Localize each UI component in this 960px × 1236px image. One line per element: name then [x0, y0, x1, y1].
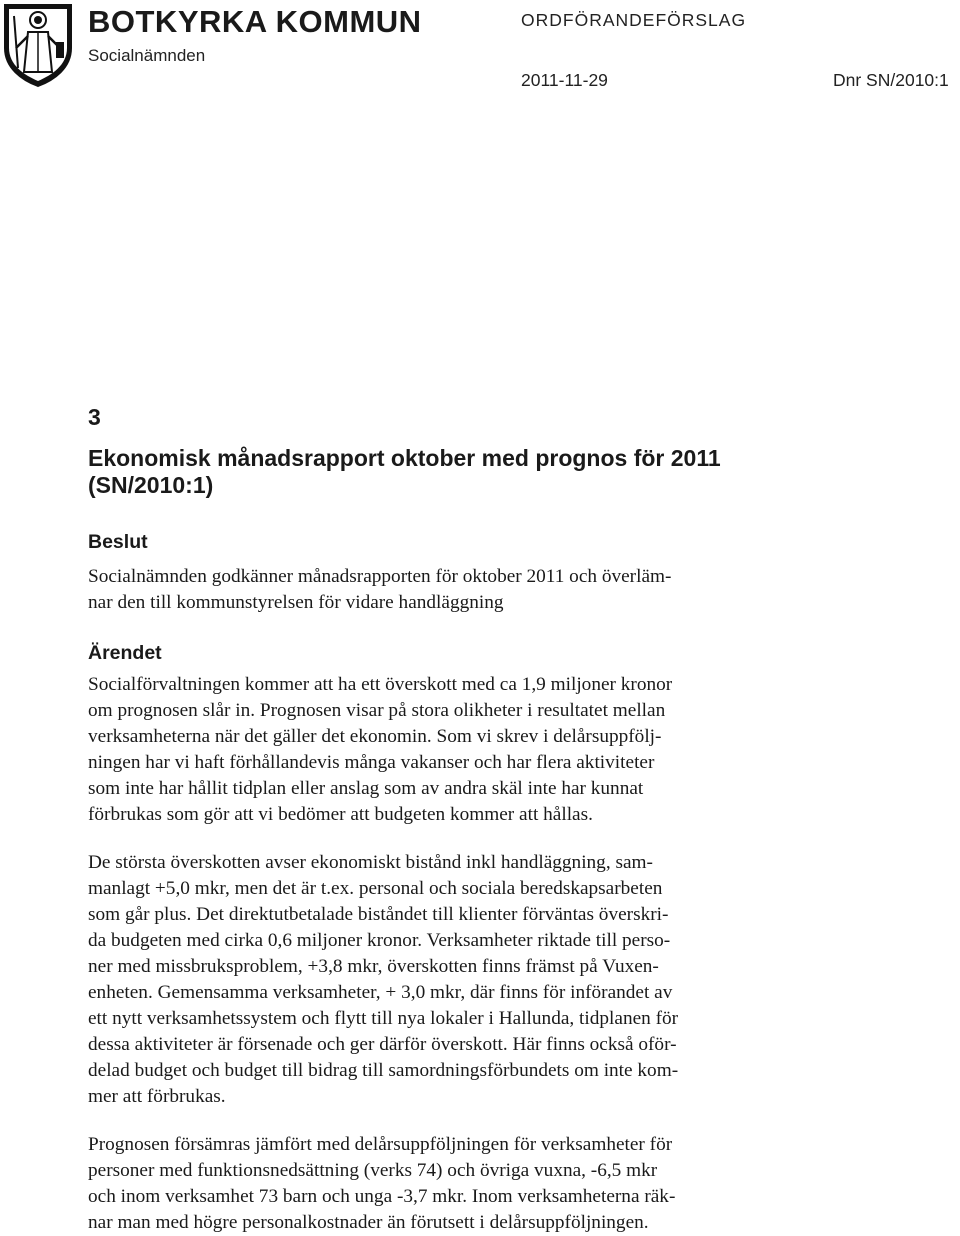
text-line: och inom verksamhet 73 barn och unga -3,7 mkr. Inom verksamheterna räk-	[88, 1186, 676, 1207]
text-line: som inte har hållit tidplan eller anslag som av andra skäl inte har kunnat	[88, 778, 644, 799]
text-line: mer att förbrukas.	[88, 1086, 226, 1107]
text-line: Socialförvaltningen kommer att ha ett överskott med ca 1,9 miljoner kronor	[88, 674, 673, 695]
municipal-crest-icon	[2, 2, 74, 88]
text-line: personer med funktionsnedsättning (verks 74) och övriga vuxna, -6,5 mkr	[88, 1160, 658, 1181]
arendet-paragraph-1	[88, 672, 672, 828]
text-line: nar den till kommunstyrelsen för vidare handläggning	[88, 592, 504, 613]
arendet-paragraph-2	[88, 850, 678, 1110]
text-line: verksamheterna när det gäller det ekonomin. Som vi skrev i delårsuppfölj-	[88, 726, 662, 747]
org-name: BOTKYRKA KOMMUN	[88, 4, 422, 39]
title-line: Ekonomisk månadsrapport oktober med prognos för 2011	[88, 445, 721, 471]
document-date: 2011-11-29	[521, 70, 608, 90]
text-line: ner med missbruksproblem, +3,8 mkr, överskotten finns främst på Vuxen-	[88, 956, 659, 977]
text-line: ett nytt verksamhetssystem och flytt till nya lokaler i Hallunda, tidplanen för	[88, 1008, 679, 1029]
arendet-heading: Ärendet	[88, 642, 162, 664]
document-type: ORDFÖRANDEFÖRSLAG	[521, 10, 747, 30]
beslut-text	[88, 564, 671, 616]
text-line: som går plus. Det direktutbetalade biståndet till klienter förväntas överskri-	[88, 904, 669, 925]
text-line: Prognosen försämras jämfört med delårsuppföljningen för verksamheter för	[88, 1134, 673, 1155]
text-line: ningen har vi haft förhållandevis många vakanser och har flera aktiviteter	[88, 752, 655, 773]
text-line: Socialnämnden godkänner månadsrapporten för oktober 2011 och överläm-	[88, 566, 672, 587]
text-line: om prognosen slår in. Prognosen visar på stora olikheter i resultatet mellan	[88, 700, 666, 721]
title-line: (SN/2010:1)	[88, 472, 214, 498]
registration-number: Dnr SN/2010:1	[833, 70, 949, 90]
arendet-paragraph-3	[88, 1132, 675, 1236]
text-line: da budgeten med cirka 0,6 miljoner kronor. Verksamheter riktade till perso-	[88, 930, 671, 951]
text-line: förbrukas som gör att vi bedömer att budgeten kommer att hållas.	[88, 804, 593, 825]
text-line: enheten. Gemensamma verksamheter, + 3,0 mkr, där finns för införandet av	[88, 982, 673, 1003]
department-name: Socialnämnden	[88, 46, 206, 65]
item-title	[88, 445, 721, 499]
item-number: 3	[88, 404, 101, 430]
text-line: delad budget och budget till bidrag till samordningsförbundets om inte kom-	[88, 1060, 679, 1081]
text-line: nar man med högre personalkostnader än förutsett i delårsuppföljningen.	[88, 1212, 649, 1233]
text-line: manlagt +5,0 mkr, men det är t.ex. personal och sociala beredskapsarbeten	[88, 878, 663, 899]
beslut-heading: Beslut	[88, 531, 148, 553]
text-line: dessa aktiviteter är försenade och ger därför överskott. Här finns också oför-	[88, 1034, 677, 1055]
text-line: De största överskotten avser ekonomiskt bistånd inkl handläggning, sam-	[88, 852, 653, 873]
